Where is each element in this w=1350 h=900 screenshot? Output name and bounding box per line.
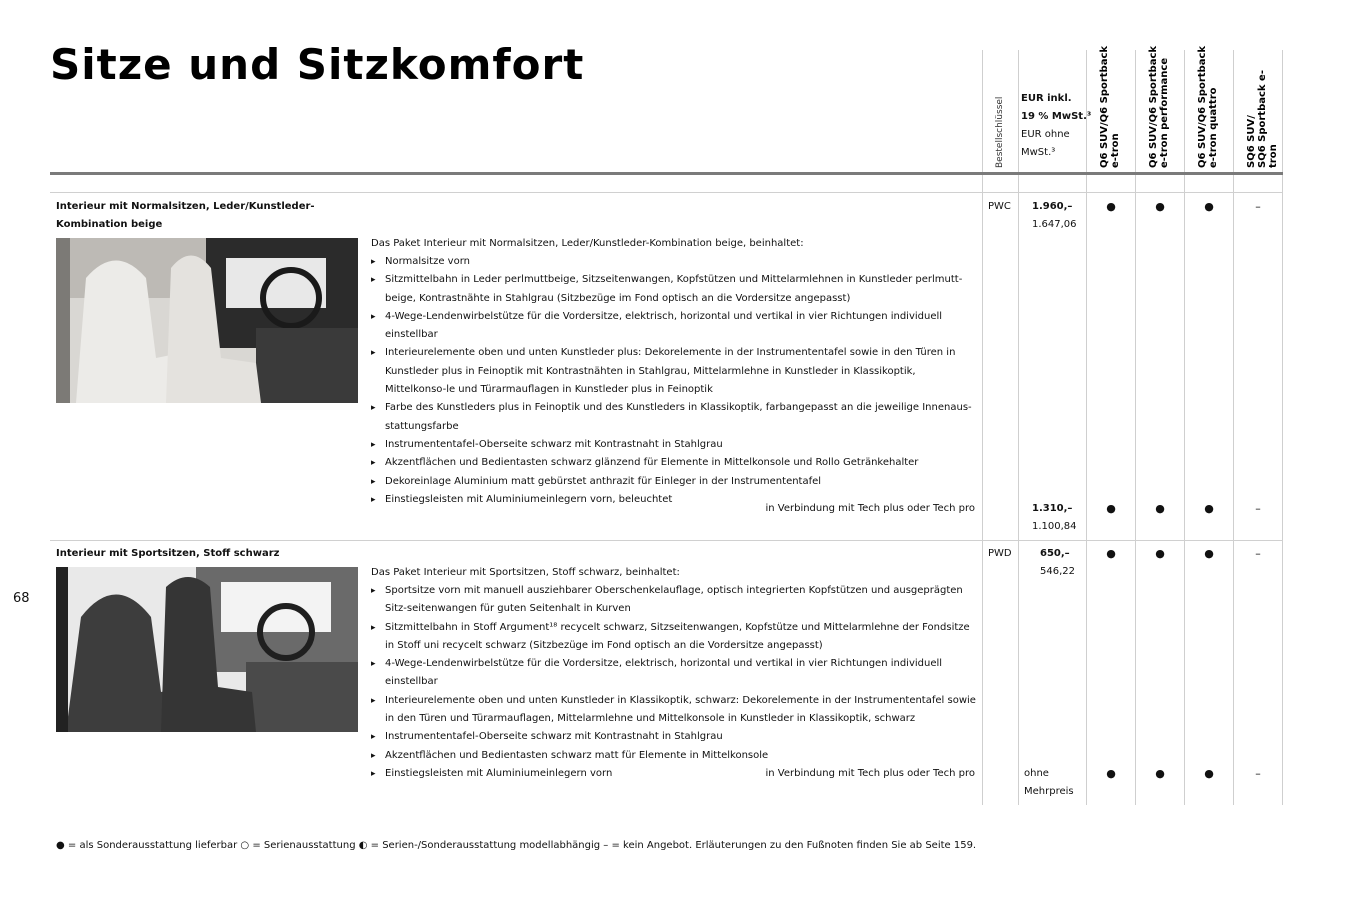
interior-photo-black xyxy=(56,567,358,732)
price-excl-header: EUR ohne xyxy=(1021,129,1070,140)
list-item: ▸ Interieurelemente oben und unten Kunstleder plus: Dekorelemente in der Instrumententafel sowie in den Türen in Kunstleder plus in Feinoptik mit Kontrastnähten in Stahlgrau, Mittelarmlehne in Kunstleder in Klassikoptik, Mittelkonso-le und Türarmauflagen in Kunstleder plus in Feinoptik xyxy=(371,344,976,399)
list-item: ▸ Sportsitze vorn mit manuell ausziehbarer Oberschenkelauflage, optisch integrierten Kopfstützen und ausgeprägten Sitz-seitenwangen für guten Seitenhalt in Kurven xyxy=(371,582,976,619)
price-incl-header-2: 19 % MwSt.³ xyxy=(1021,111,1092,122)
price-incl: 650,– xyxy=(1040,548,1070,559)
page-title: Sitze und Sitzkomfort xyxy=(50,40,585,89)
package-intro: Das Paket Interieur mit Sportsitzen, Stoff schwarz, beinhaltet: xyxy=(371,567,680,578)
availability-mark: ● xyxy=(1204,547,1214,560)
availability-mark: – xyxy=(1255,502,1261,515)
order-key: PWD xyxy=(988,548,1012,559)
list-item: ▸ Einstiegsleisten mit Aluminiumeinlegern vorn xyxy=(371,765,976,783)
list-item: ▸ Sitzmittelbahn in Stoff Argument¹⁸ recycelt schwarz, Sitzseitenwangen, Kopfstütze und Mittelarmlehne der Fondsitze in Stoff uni recycelt schwarz (Sitzbezüge im Fond optisch an die Vordersitze angepasst) xyxy=(371,619,976,656)
price-incl-header: EUR inkl. xyxy=(1021,93,1072,104)
model-header-sq6: SQ6 SUV/ SQ6 Sportback e-tron xyxy=(1246,70,1279,168)
price-incl: 1.960,– xyxy=(1032,201,1073,212)
model-header-q6-performance: Q6 SUV/Q6 Sportback e-tron performance xyxy=(1148,45,1170,168)
section-title: Interieur mit Sportsitzen, Stoff schwarz xyxy=(56,548,280,559)
col-divider xyxy=(1135,50,1136,805)
list-item: ▸ Interieurelemente oben und unten Kunstleder in Klassikoptik, schwarz: Dekorelemente in der Instrumententafel sowie in den Türen und Türarmauflagen, Mittelarmlehne und Mittelkonsole in Kunstleder in Klassikoptik, schwarz xyxy=(371,692,976,729)
combo-price-excl: Mehrpreis xyxy=(1024,786,1074,797)
combination-label: in Verbindung mit Tech plus oder Tech pro xyxy=(765,768,975,779)
interior-photo-beige xyxy=(56,238,358,403)
availability-mark: ● xyxy=(1155,767,1165,780)
availability-mark: ● xyxy=(1106,767,1116,780)
price-excl-header-2: MwSt.³ xyxy=(1021,147,1056,158)
model-header-q6: Q6 SUV/Q6 Sportback e-tron xyxy=(1099,45,1121,168)
list-item: ▸ Einstiegsleisten mit Aluminiumeinlegern vorn, beleuchtet xyxy=(371,491,976,509)
price xyxy=(1040,545,1075,581)
row-divider xyxy=(50,540,1283,541)
header-rule xyxy=(50,172,1283,175)
availability-mark: ● xyxy=(1204,200,1214,213)
availability-mark: ● xyxy=(1155,200,1165,213)
section-title: Interieur mit Normalsitzen, Leder/Kunstleder-Kombination beige xyxy=(56,201,315,230)
combination-price xyxy=(1024,765,1074,801)
combo-price-incl: ohne xyxy=(1024,768,1049,779)
price-header xyxy=(1021,90,1091,162)
price-excl: 546,22 xyxy=(1040,566,1075,577)
price-excl: 1.647,06 xyxy=(1032,219,1077,230)
list-item: ▸ Instrumententafel-Oberseite schwarz mit Kontrastnaht in Stahlgrau xyxy=(371,728,976,746)
list-item: ▸ Instrumententafel-Oberseite schwarz mit Kontrastnaht in Stahlgrau xyxy=(371,436,976,454)
list-item: ▸ Akzentflächen und Bedientasten schwarz matt für Elemente in Mittelkonsole xyxy=(371,747,976,765)
model-header-q6-quattro: Q6 SUV/Q6 Sportback e-tron quattro xyxy=(1197,45,1219,168)
list-item: ▸ 4-Wege-Lendenwirbelstütze für die Vordersitze, elektrisch, horizontal und vertikal in vier Richtungen individuell einstellbar xyxy=(371,308,976,345)
availability-mark: ● xyxy=(1155,502,1165,515)
availability-mark: – xyxy=(1255,200,1261,213)
availability-mark: – xyxy=(1255,547,1261,560)
availability-mark: ● xyxy=(1106,200,1116,213)
price xyxy=(1032,198,1077,234)
feature-list xyxy=(371,582,976,783)
order-key: PWC xyxy=(988,201,1011,212)
col-divider xyxy=(1018,50,1019,805)
page-number: 68 xyxy=(13,591,30,606)
combination-label: in Verbindung mit Tech plus oder Tech pro xyxy=(765,503,975,514)
feature-list xyxy=(371,253,976,509)
list-item: ▸ Normalsitze vorn xyxy=(371,253,976,271)
col-divider xyxy=(1086,50,1087,805)
combination-price xyxy=(1032,500,1077,536)
combo-price-excl: 1.100,84 xyxy=(1032,521,1077,532)
col-divider xyxy=(1282,50,1283,805)
list-item: ▸ Akzentflächen und Bedientasten schwarz glänzend für Elemente in Mittelkonsole und Rollo Getränkehalter xyxy=(371,454,976,472)
availability-mark: ● xyxy=(1106,502,1116,515)
list-item: ▸ Dekoreinlage Aluminium matt gebürstet anthrazit für Einleger in der Instrumententafel xyxy=(371,473,976,491)
list-item: ▸ Farbe des Kunstleders plus in Feinoptik und des Kunstleders in Klassikoptik, farbangepasst an die jeweilige Innenaus-stattungsfarbe xyxy=(371,399,976,436)
legend: ● = als Sonderausstattung lieferbar ○ = Serienausstattung ◐ = Serien-/Sonderausstattung modellabhängig – = kein Angebot. Erläuterungen zu den Fußnoten finden Sie ab Seite 159. xyxy=(56,840,977,851)
list-item: ▸ 4-Wege-Lendenwirbelstütze für die Vordersitze, elektrisch, horizontal und vertikal in vier Richtungen individuell einstellbar xyxy=(371,655,976,692)
order-key-header: Bestellschlüssel xyxy=(995,96,1005,168)
availability-mark: ● xyxy=(1204,767,1214,780)
row-divider xyxy=(50,192,1283,193)
col-divider xyxy=(1233,50,1234,805)
package-intro: Das Paket Interieur mit Normalsitzen, Leder/Kunstleder-Kombination beige, beinhaltet: xyxy=(371,238,804,249)
list-item: ▸ Sitzmittelbahn in Leder perlmuttbeige, Sitzseitenwangen, Kopfstützen und Mittelarmlehnen in Kunstleder perlmutt-beige, Kontrastnähte in Stahlgrau (Sitzbezüge im Fond optisch an die Vordersitze angepasst) xyxy=(371,271,976,308)
availability-mark: ● xyxy=(1106,547,1116,560)
availability-mark: – xyxy=(1255,767,1261,780)
combo-price-incl: 1.310,– xyxy=(1032,503,1073,514)
availability-mark: ● xyxy=(1204,502,1214,515)
col-divider xyxy=(982,50,983,805)
availability-mark: ● xyxy=(1155,547,1165,560)
col-divider xyxy=(1184,50,1185,805)
